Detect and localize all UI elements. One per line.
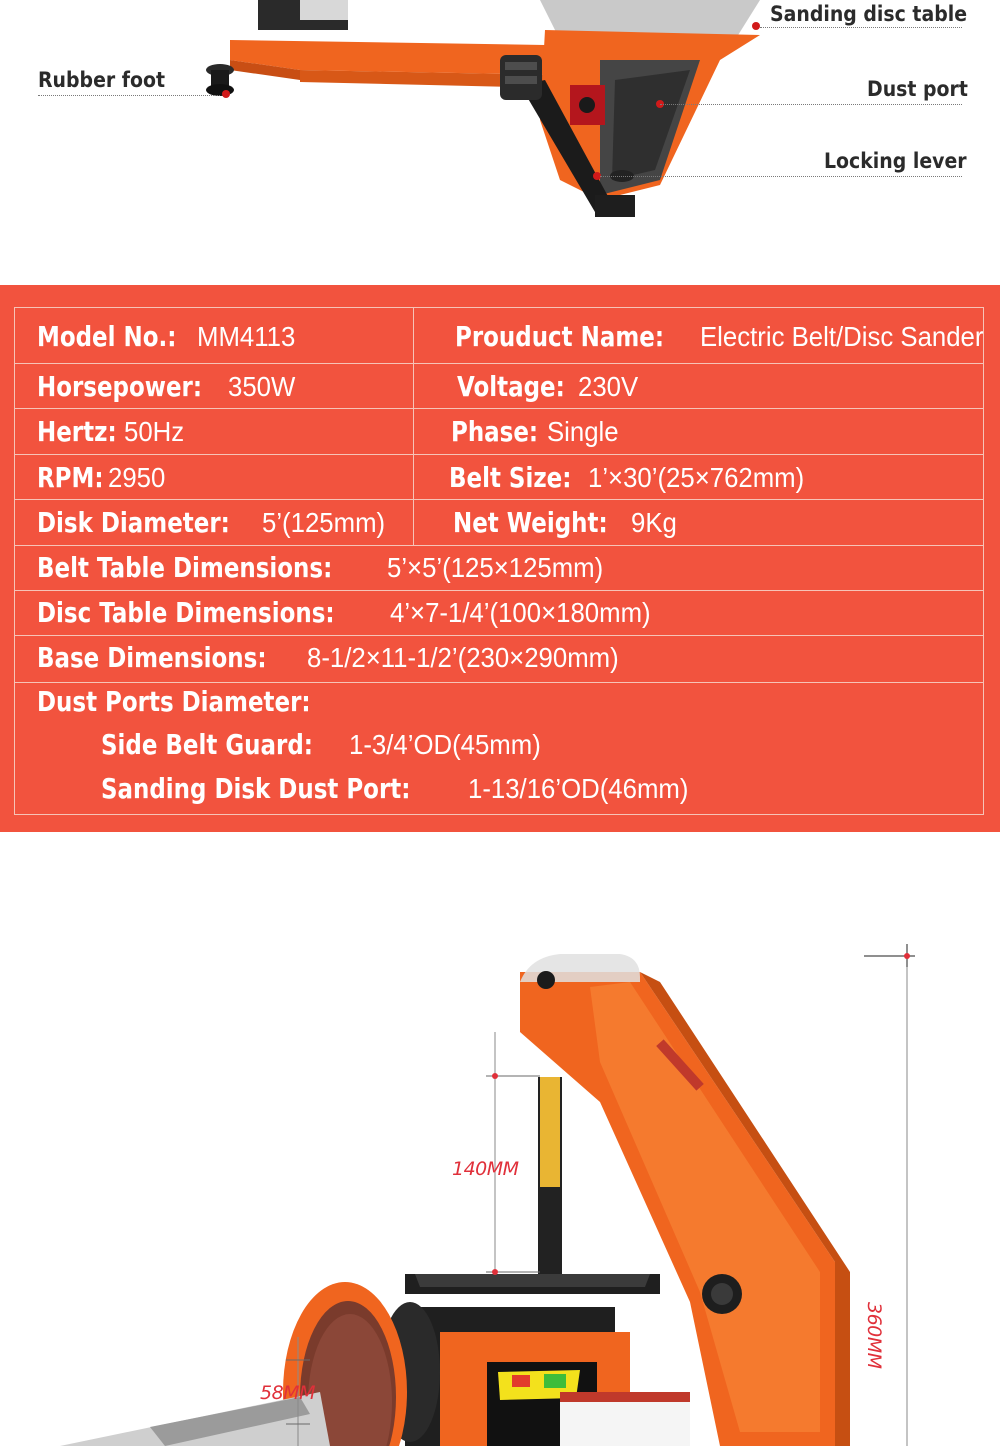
callout-line [600, 176, 962, 177]
disk-diameter-label: Disk Diameter: [37, 506, 230, 539]
disk-diameter-value: 5’(125mm) [261, 507, 386, 538]
net-weight-value: 9Kg [631, 507, 678, 538]
row-divider [15, 682, 983, 683]
callout-line [38, 95, 220, 96]
spec-hertz [37, 415, 189, 449]
callout-line [660, 104, 962, 105]
spec-side-belt-guard [101, 728, 558, 762]
horsepower-label: Horsepower: [37, 370, 203, 403]
spec-belt-table [37, 551, 622, 585]
belt-size-value: 1’×30’(25×762mm) [588, 462, 805, 493]
base-label: Base Dimensions: [37, 641, 267, 674]
horsepower-value: 350W [228, 371, 296, 402]
spec-sanding-disk-port [101, 772, 708, 806]
spec-horsepower [37, 370, 301, 404]
model-value: MM4113 [196, 321, 296, 352]
dimension-illustration [0, 832, 1000, 1446]
spec-dust-ports [37, 685, 353, 719]
dust-ports-label: Dust Ports Diameter: [37, 685, 311, 718]
product-closeup [0, 0, 1000, 285]
row-divider [15, 590, 983, 591]
specification-panel [0, 285, 1000, 832]
product-name-value: Electric Belt/Disc Sander [699, 321, 984, 352]
row-divider [15, 499, 983, 500]
phase-label: Phase: [451, 415, 539, 448]
phase-value: Single [546, 416, 619, 447]
sanding-disc-table-marker [752, 22, 760, 30]
model-label: Model No.: [37, 320, 177, 353]
column-divider [413, 308, 414, 545]
spec-net-weight [453, 506, 681, 540]
belt-table-value: 5’×5’(125×125mm) [386, 552, 604, 583]
callout-dust-port: Dust port [867, 77, 968, 101]
sanding-disk-port-value: 1-13/16’OD(46mm) [468, 773, 689, 804]
spec-voltage [457, 370, 644, 404]
hertz-label: Hertz: [37, 415, 117, 448]
voltage-label: Voltage: [457, 370, 565, 403]
spec-disc-table [37, 596, 673, 630]
row-divider [15, 363, 983, 364]
net-weight-label: Net Weight: [453, 506, 608, 539]
hertz-value: 50Hz [123, 416, 185, 447]
spec-product-name [455, 320, 1000, 354]
sanding-disk-port-label: Sanding Disk Dust Port: [101, 772, 411, 805]
spec-disk-diameter [37, 506, 396, 540]
rpm-label: RPM: [37, 461, 104, 494]
rubber-foot-marker [222, 90, 230, 98]
spec-base [37, 641, 645, 675]
callout-rubber-foot: Rubber foot [38, 68, 166, 92]
disc-table-value: 4’×7-1/4’(100×180mm) [389, 597, 651, 628]
belt-table-height-label: 140MM [452, 1158, 519, 1180]
sander-front-illustration [0, 832, 1000, 1446]
callout-sanding-disc-table: Sanding disc table [770, 2, 968, 26]
overall-height-label: 360MM [863, 1302, 885, 1369]
spec-rpm [37, 461, 170, 495]
row-divider [15, 454, 983, 455]
spec-model [37, 320, 304, 354]
spec-belt-size [449, 461, 823, 495]
belt-size-label: Belt Size: [449, 461, 572, 494]
side-belt-guard-label: Side Belt Guard: [101, 728, 313, 761]
rpm-value: 2950 [107, 462, 166, 493]
spec-phase [451, 415, 625, 449]
sander-base-illustration [0, 0, 1000, 285]
row-divider [15, 408, 983, 409]
disc-width-label: 58MM [260, 1382, 315, 1404]
voltage-value: 230V [578, 371, 639, 402]
spec-table [14, 307, 984, 815]
base-value: 8-1/2×11-1/2’(230×290mm) [306, 642, 619, 673]
callout-line [760, 27, 962, 28]
side-belt-guard-value: 1-3/4’OD(45mm) [349, 729, 542, 760]
belt-table-label: Belt Table Dimensions: [37, 551, 333, 584]
callout-locking-lever: Locking lever [824, 149, 967, 173]
product-name-label: Prouduct Name: [455, 320, 665, 353]
disc-table-label: Disc Table Dimensions: [37, 596, 335, 629]
row-divider [15, 545, 983, 546]
row-divider [15, 635, 983, 636]
